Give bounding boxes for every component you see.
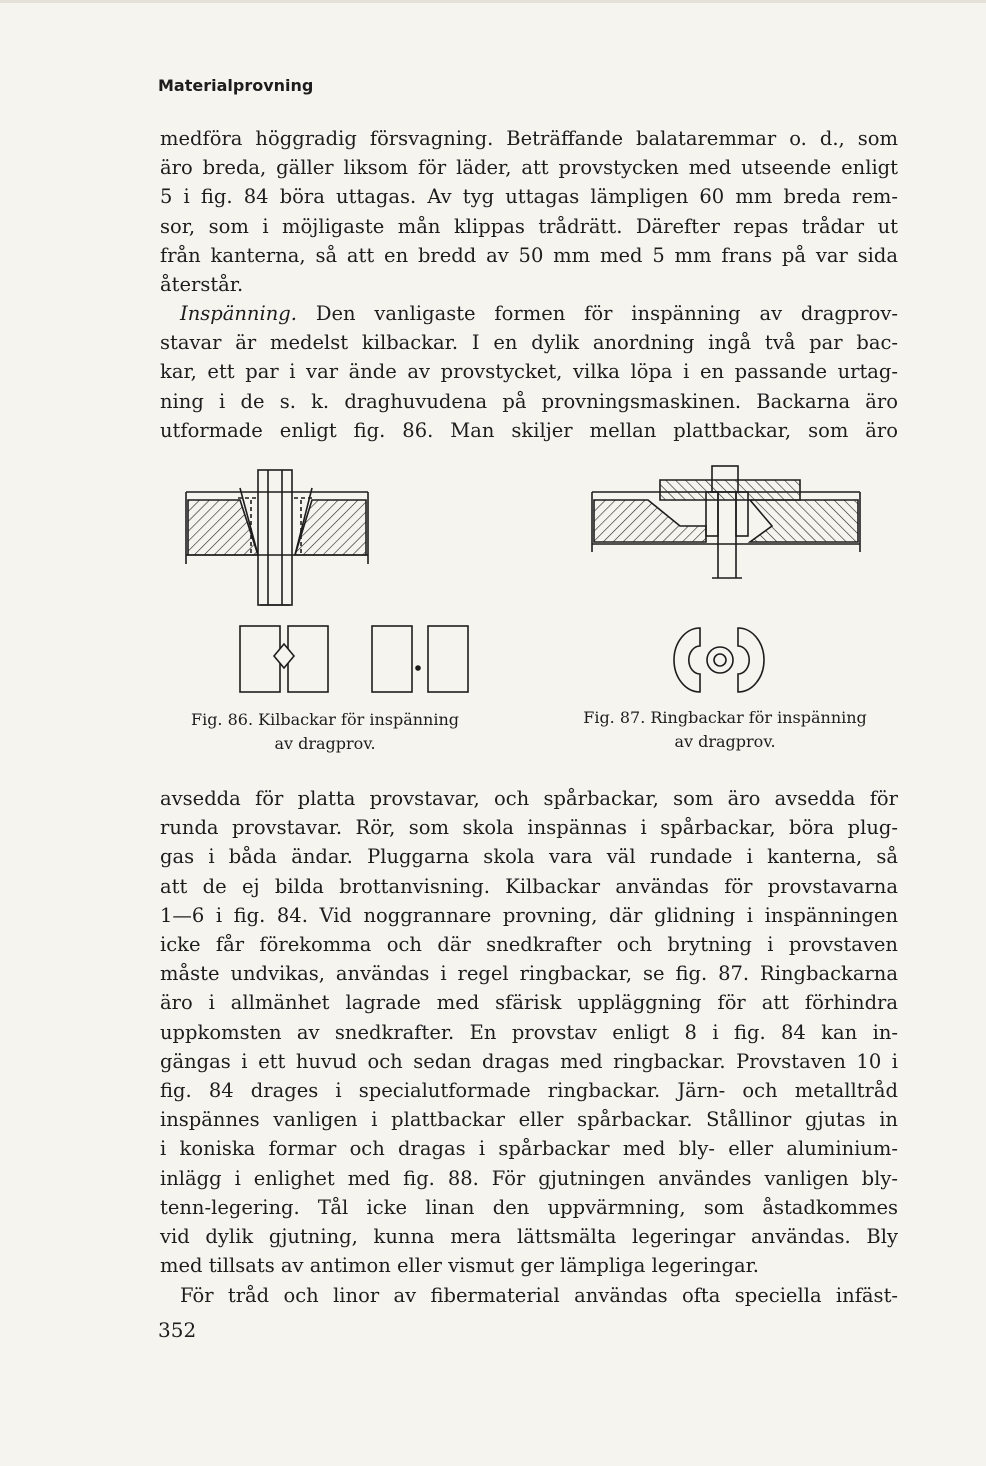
- text-line: utformade enligt fig. 86. Man skiljer mellan plattbackar, som äro: [160, 418, 898, 442]
- text-line: runda provstavar. Rör, som skola inspännas i spårbackar, böra plug-: [160, 816, 898, 840]
- text-line: äro i allmänhet lagrade med sfärisk uppläggning för att förhindra: [160, 991, 898, 1015]
- text-line: avsedda för platta provstavar, och spårbackar, som äro avsedda för: [160, 787, 898, 810]
- text-line: i koniska formar och dragas i spårbackar med bly- eller aluminium-: [160, 1137, 898, 1161]
- text-line: att de ej bilda brottanvisning. Kilbackar användas för provstavarna: [160, 874, 898, 898]
- text-line: icke får förekomma och där snedkrafter och brytning i provstaven: [160, 933, 898, 957]
- running-header: Materialprovning: [158, 76, 314, 95]
- text-line: äro breda, gäller liksom för läder, att provstycken med utseende enligt: [160, 156, 898, 180]
- text-line: med tillsats av antimon eller vismut ger lämpliga legeringar.: [160, 1254, 759, 1278]
- text-line-rest: Den vanligaste formen för inspänning av dragprov-: [296, 302, 898, 325]
- text-line: tenn-legering. Tål icke linan den uppvärmning, som åstadkommes: [160, 1195, 898, 1219]
- text-line: fig. 84 drages i specialutformade ringbackar. Järn- och metalltråd: [160, 1079, 898, 1103]
- text-line: stavar är medelst kilbackar. I en dylik anordning ingå två par bac-: [160, 331, 898, 355]
- text-line: kar, ett par i var ände av provstycket, vilka löpa i en passande urtag-: [160, 360, 898, 384]
- text-line: ning i de s. k. draghuvudena på provningsmaskinen. Backarna äro: [160, 389, 898, 413]
- text-line: måste undvikas, användas i regel ringbackar, se fig. 87. Ringbackarna: [160, 962, 898, 986]
- paragraph-4: [160, 1281, 898, 1310]
- text-line: [160, 299, 898, 328]
- caption-line: Fig. 86. Kilbackar för inspänning: [190, 710, 460, 729]
- text-line: För tråd och linor av fibermaterial användas ofta speciella infäst-: [180, 1284, 898, 1307]
- figure-86-caption: [170, 708, 480, 756]
- text-line: återstår.: [160, 273, 244, 297]
- paragraph-1: [160, 124, 898, 299]
- paragraph-2: [160, 299, 898, 445]
- text-line: gängas i ett huvud och sedan dragas med ringbackar. Provstaven 10 i: [160, 1049, 898, 1073]
- text-line: gas i båda ändar. Pluggarna skola vara väl rundade i kanterna, så: [160, 845, 898, 869]
- text-line: sor, som i möjligaste mån klippas trådrätt. Därefter repas trådar ut: [160, 214, 898, 238]
- section-lead: Inspänning.: [180, 302, 297, 325]
- text-line: medföra höggradig försvagning. Beträffande balataremmar o. d., som: [160, 127, 898, 150]
- caption-line: av dragprov.: [274, 734, 376, 753]
- text-line: inspännes vanligen i plattbackar eller spårbackar. Stållinor gjutas in: [160, 1108, 898, 1132]
- paragraph-3: [160, 784, 898, 1280]
- top-edge-line: [0, 0, 986, 3]
- figure-87-caption: [560, 706, 890, 754]
- text-line: uppkomsten av snedkrafter. En provstav enligt 8 i fig. 84 kan in-: [160, 1020, 898, 1044]
- text-line: 5 i fig. 84 böra uttagas. Av tyg uttagas lämpligen 60 mm breda rem-: [160, 185, 898, 209]
- caption-line: Fig. 87. Ringbackar för inspänning: [583, 708, 867, 727]
- text-line: från kanterna, så att en bredd av 50 mm med 5 mm frans på var sida: [160, 243, 898, 267]
- text-line: vid dylik gjutning, kunna mera lättsmälta legeringar användas. Bly: [160, 1225, 898, 1249]
- text-line: inlägg i enlighet med fig. 88. För gjutningen användes vanligen bly-: [160, 1166, 898, 1190]
- figures-area: [160, 460, 898, 760]
- page-number: 352: [158, 1318, 197, 1342]
- text-line: 1—6 i fig. 84. Vid noggrannare provning, där glidning i inspänningen: [160, 903, 898, 927]
- caption-line: av dragprov.: [674, 732, 776, 751]
